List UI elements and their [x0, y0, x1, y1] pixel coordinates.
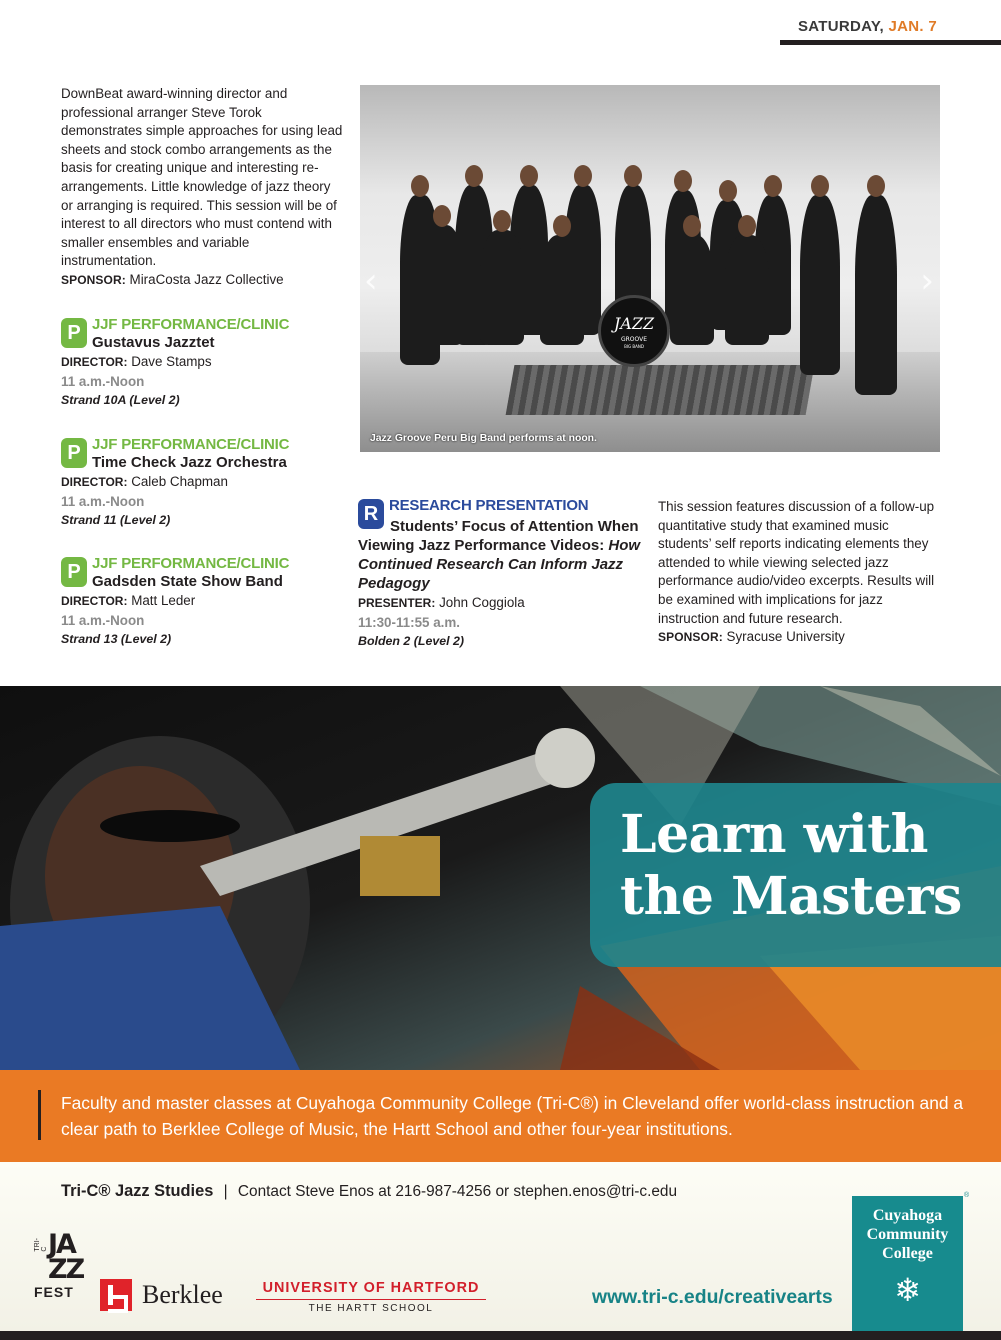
bottom-rule [0, 1331, 1001, 1340]
session-gadsden [61, 555, 351, 649]
session-director: Caleb Chapman [131, 474, 228, 489]
sponsor-name: Syracuse University [726, 629, 845, 645]
session-category: RESEARCH PRESENTATION [389, 497, 589, 514]
role-label: DIRECTOR: [61, 594, 128, 608]
session-room: Strand 10A (Level 2) [61, 393, 180, 407]
musician [480, 230, 524, 345]
svg-text:JAZZ: JAZZ [613, 314, 655, 333]
session-title: Time Check Jazz Orchestra [92, 454, 287, 471]
registered-mark: ® [964, 1192, 970, 1199]
performance-badge: P [61, 318, 87, 348]
session-research [358, 497, 648, 651]
musician [420, 225, 464, 345]
accent-bar [38, 1090, 41, 1140]
date-value: JAN. 7 [888, 18, 937, 35]
chevron-left-icon[interactable]: ‹ [364, 261, 378, 301]
ccc-line3: College [882, 1245, 933, 1262]
date-day: SATURDAY, [797, 18, 885, 35]
research-description-block [658, 498, 943, 647]
hartt-name: THE HARTT SCHOOL [308, 1303, 434, 1314]
session-title: Gustavus Jazztet [92, 334, 215, 351]
musician [540, 235, 584, 345]
session-presenter: John Coggiola [439, 595, 525, 610]
research-title-plain: Students’ Focus of Attention When Viewing Jazz Performance Videos: [358, 518, 639, 554]
tric-jazz-studies: Tri-C® Jazz Studies [61, 1182, 214, 1200]
research-badge: R [358, 499, 384, 529]
photo-rug [506, 365, 815, 415]
page-date [798, 18, 937, 35]
headline-line2: the Masters [620, 866, 962, 927]
jazz-groove-logo [604, 301, 664, 361]
sponsor-label: SPONSOR: [61, 272, 126, 287]
session-director: Matt Leder [131, 593, 196, 608]
research-title-italic: How Continued Research Can Inform Jazz Pedagogy [358, 537, 641, 592]
hartford-name: UNIVERSITY OF HARTFORD [262, 1280, 480, 1296]
contact-separator: | [223, 1183, 228, 1200]
headline-line1: Learn with [620, 804, 928, 865]
ad-banner [0, 686, 1001, 1070]
band-photo [360, 85, 940, 452]
musician [670, 235, 714, 345]
session-category: JJF PERFORMANCE/CLINIC [92, 316, 290, 333]
jazzfest-jazz: JAZZ [48, 1229, 84, 1285]
session-time-check [61, 436, 351, 530]
chevron-right-icon[interactable]: › [920, 261, 934, 301]
musician [855, 195, 897, 395]
session-director: Dave Stamps [131, 354, 212, 369]
ad-body-text: Faculty and master classes at Cuyahoga Community College (Tri-C®) in Cleveland offer world-class instruction and a clear path to Berklee College of Music, the Hartt School and other four-year institutions. [61, 1093, 964, 1139]
session-time: 11 a.m.-Noon [61, 494, 145, 509]
ccc-line2: Community [866, 1226, 949, 1243]
session-category: JJF PERFORMANCE/CLINIC [92, 555, 290, 572]
photo-caption: Jazz Groove Peru Big Band performs at noon. [370, 433, 597, 444]
svg-text:GROOVE: GROOVE [620, 336, 648, 343]
sponsor-name: MiraCosta Jazz Collective [129, 271, 284, 287]
ccc-line1: Cuyahoga [872, 1207, 943, 1224]
snowflake-icon: ❄ [894, 1271, 921, 1309]
berklee-mark-icon [100, 1279, 132, 1311]
bass-drum-logo [598, 295, 670, 367]
ad-footer [0, 1162, 1001, 1332]
sponsor-label: SPONSOR: [658, 630, 723, 645]
research-description: This session features discussion of a follow-up quantitative study that examined music students’ self reports indicating elements they attended to while viewing selected jazz performance audio/video excerpts. Results will be examined with implications for jazz instruction and future research. [658, 499, 935, 626]
jazzfest-tric: TRI-C [34, 1238, 48, 1252]
session-title: Gadsden State Show Band [92, 573, 283, 590]
session-category: JJF PERFORMANCE/CLINIC [92, 436, 290, 453]
performance-badge: P [61, 438, 87, 468]
musician [800, 195, 840, 375]
musician [725, 235, 769, 345]
intro-text: DownBeat award-winning director and professional arranger Steve Torok demonstrates simple approaches for using lead sheets and stock combo arrangements as the basis for creating unique and interesting re-arrangements. Little knowledge of jazz theory or arranging is required. This session will be of interest to all directors who must contend with smaller ensembles and variable instrumentation. [61, 86, 343, 269]
session-room: Strand 11 (Level 2) [61, 513, 171, 527]
session-title [358, 517, 648, 593]
hartford-rule [256, 1299, 486, 1300]
contact-line [61, 1182, 677, 1201]
performance-badge: P [61, 557, 87, 587]
session-time: 11 a.m.-Noon [61, 613, 145, 628]
berklee-logo [100, 1279, 223, 1311]
session-time: 11 a.m.-Noon [61, 374, 145, 389]
cuyahoga-logo [852, 1196, 963, 1333]
session-gustavus [61, 316, 351, 410]
session-time: 11:30-11:55 a.m. [358, 615, 460, 630]
hartford-logo [256, 1280, 486, 1314]
ad-headline [620, 804, 962, 928]
ad-body-band [0, 1070, 1001, 1162]
role-label: DIRECTOR: [61, 355, 128, 369]
tric-url[interactable]: www.tri-c.edu/creativearts [592, 1286, 833, 1308]
contact-info: Contact Steve Enos at 216-987-4256 or stephen.enos@tri-c.edu [237, 1183, 678, 1200]
role-label: DIRECTOR: [61, 475, 128, 489]
svg-text:BIG BAND: BIG BAND [624, 344, 644, 349]
jazzfest-fest: FEST [34, 1284, 74, 1300]
role-label: PRESENTER: [358, 596, 436, 610]
header-rule [780, 40, 1001, 45]
berklee-name: Berklee [142, 1280, 223, 1309]
session-room: Strand 13 (Level 2) [61, 632, 172, 646]
intro-block [61, 85, 346, 290]
session-room: Bolden 2 (Level 2) [358, 634, 465, 648]
